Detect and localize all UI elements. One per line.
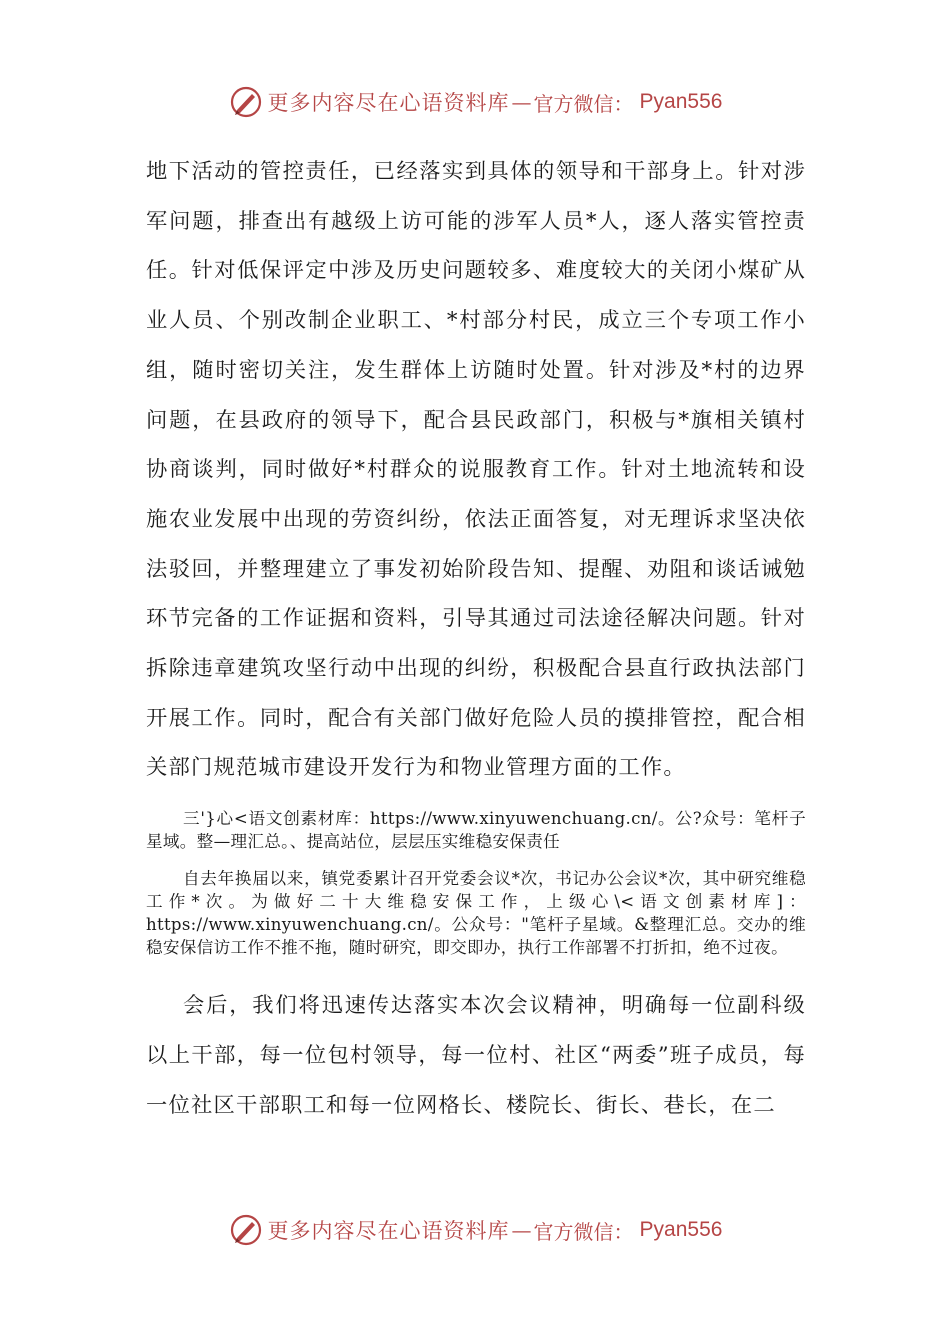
pen-logo-icon [228,84,264,120]
paragraph-1: 地下活动的管控责任，已经落实到具体的领导和干部身上。针对涉军问题，排查出有越级上访可能的涉军人员*人，逐人落实管控责任。针对低保评定中涉及历史问题较多、难度较大的关闭小煤矿从业人员、个别改制企业职工、*村部分村民，成立三个专项工作小组，随时密切关注，发生群体上访随时处置。针对涉及*村的边界问题，在县政府的领导下，配合县民政部门，积极与*旗相关镇村协商谈判，同时做好*村群众的说服教育工作。针对土地流转和设施农业发展中出现的劳资纠纷，依法正面答复，对无理诉求坚决依法驳回，并整理建立了事发初始阶段告知、提醒、劝阻和谈话诫勉环节完备的工作证据和资料，引导其通过司法途径解决问题。针对拆除违章建筑攻坚行动中出现的纠纷，积极配合县直行政执法部门开展工作。同时，配合有关部门做好危险人员的摸排管控，配合相关部门规范城市建设开发行为和物业管理方面的工作。 [146,159,806,781]
banner-dash: — [511,1218,532,1242]
banner-dash: — [511,90,532,114]
banner-wechat-label: 官方微信： [533,91,634,116]
banner-title: 更多内容尽在心语资料库 [267,91,510,115]
banner-wechat-id: Pyan556 [639,1218,723,1241]
paragraph-3: 自去年换届以来，镇党委累计召开党委会议*次，书记办公会议*次，其中研究维稳工作*次。为做好二十大维稳安保工作，上级心\<语文创素材库]：https://www.xinyuwenchuang.cn/。公众号："笔杆子星域。&整理汇总。交办的维稳安保信访工作不推不拖，随时研究，即交即办，执行工作部署不打折扣，绝不过夜。 [146,869,806,958]
document-body [146,147,806,1130]
banner-wechat-label: 官方微信： [533,1219,634,1244]
banner-wechat-id: Pyan556 [639,90,723,113]
paragraph-4: 会后，我们将迅速传达落实本次会议精神，明确每一位副科级以上干部，每一位包村领导，每一位村、社区“两委”班子成员，每一位社区干部职工和每一位网格长、楼院长、街长、巷长，在二 [146,993,806,1118]
header-banner [0,80,950,124]
footer-banner [0,1208,950,1252]
paragraph-section-heading: 三'}心<语文创素材库：https://www.xinyuwenchuang.cn/。公?众号：笔杆子星域。整—理汇总。、提高站位，层层压实维稳安保责任 [146,809,806,852]
pen-logo-icon [228,1212,264,1248]
banner-title: 更多内容尽在心语资料库 [267,1219,510,1243]
